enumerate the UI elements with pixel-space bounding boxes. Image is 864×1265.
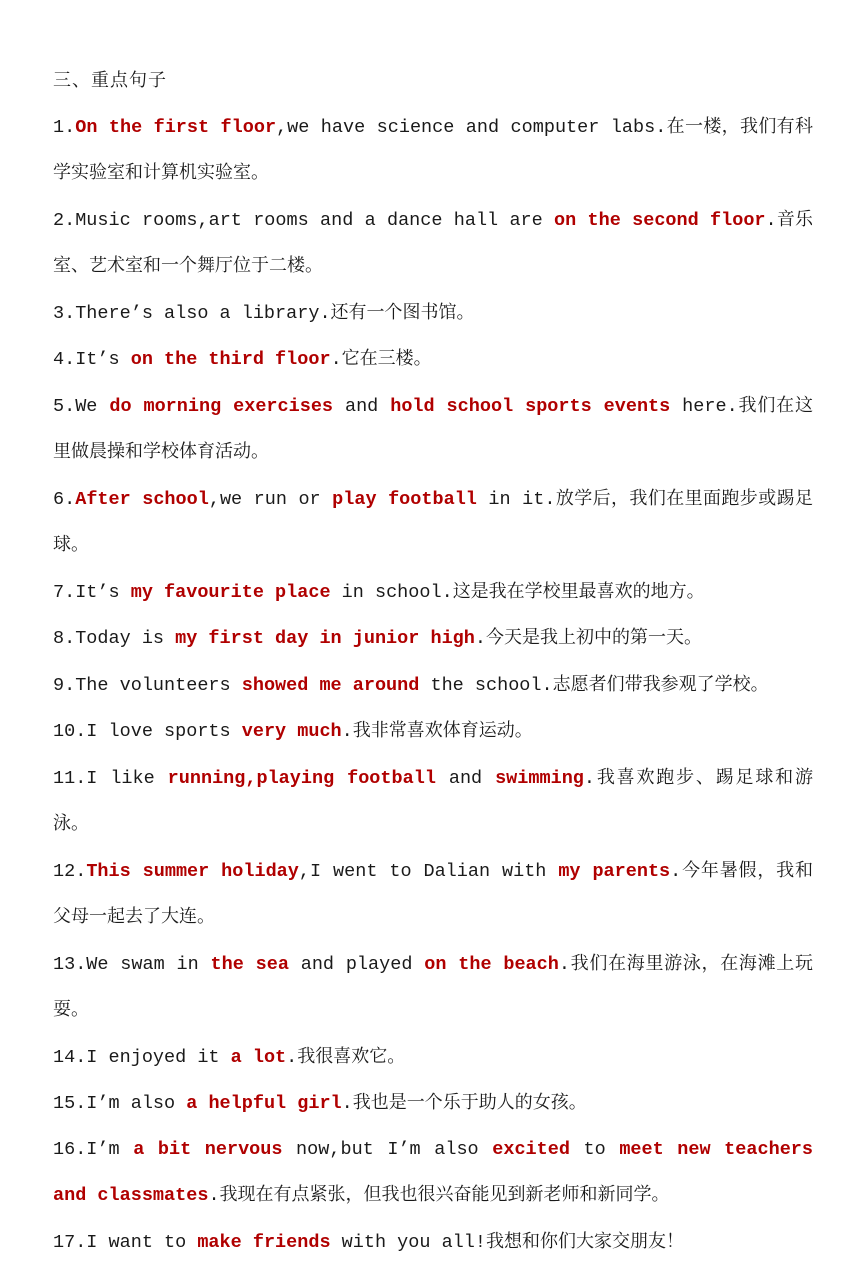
sentence-text: and [333,396,390,417]
sentence-text: . [766,210,777,231]
sentence-item [53,197,813,290]
sentence-text: . [475,628,486,649]
sentence-text: 1. [53,117,75,138]
sentence-text: 6. [53,489,75,510]
sentence-item [53,104,813,197]
key-phrase: On the first floor [75,117,276,138]
sentence-text: 7.It’s [53,582,131,603]
sentence-text: 10.I love sports [53,721,242,742]
key-phrase: make friends [197,1232,330,1253]
sentence-text: 14.I enjoyed it [53,1047,231,1068]
chinese-translation: 我们在这里做晨操和学校体育活动。 [53,395,813,463]
chinese-translation: 在一楼，我们有科学实验室和计算机实验室。 [53,116,813,184]
chinese-translation: 音乐室、艺术室和一个舞厅位于二楼。 [53,209,813,277]
sentence-text: in it. [477,489,556,510]
key-phrase: swimming [495,768,584,789]
sentence-text: 9.The volunteers [53,675,242,696]
sentence-text: 13.We swam in [53,954,211,975]
chinese-translation: 我非常喜欢体育运动。 [353,720,533,741]
sentence-item [53,1127,813,1219]
key-phrase: a helpful girl [186,1093,341,1114]
sentence-text: 16.I’m [53,1139,133,1160]
sentence-text: now,but I’m also [282,1139,492,1160]
sentence-item [53,941,813,1034]
sentence-text: to [570,1139,619,1160]
sentence-text: . [584,768,595,789]
key-phrase: my parents [558,861,670,882]
chinese-translation: 今天是我上初中的第一天。 [486,627,702,648]
document-page [53,58,813,1265]
sentence-text: ,we run or [209,489,332,510]
chinese-translation: 我现在有点紧张，但我也很兴奋能见到新老师和新同学。 [220,1184,670,1205]
section-heading: 三、重点句子 [53,58,813,104]
chinese-translation: 今年暑假，我和父母一起去了大连。 [53,860,813,928]
key-phrase: on the second floor [554,210,765,231]
key-phrase: meet new teachers and classmates [53,1139,813,1207]
sentence-list [53,104,813,1265]
key-phrase: my favourite place [131,582,331,603]
key-phrase: showed me around [242,675,420,696]
sentence-text: and [436,768,495,789]
sentence-item [53,708,813,755]
sentence-text: 2.Music rooms,art rooms and a dance hall are [53,210,554,231]
sentence-item [53,1219,813,1265]
sentence-item [53,662,813,709]
sentence-text: 12. [53,861,86,882]
chinese-translation: 志愿者们带我参观了学校。 [553,674,769,695]
sentence-item [53,383,813,476]
key-phrase: my first day in junior high [175,628,475,649]
sentence-item [53,755,813,848]
sentence-text: 3.There’s also a library. [53,303,331,324]
sentence-text: in school. [331,582,453,603]
sentence-text: 17.I want to [53,1232,197,1253]
key-phrase: very much [242,721,342,742]
sentence-item [53,615,813,662]
key-phrase: do morning exercises [109,396,333,417]
chinese-translation: 它在三楼。 [342,348,432,369]
sentence-text: 11.I like [53,768,168,789]
key-phrase: This summer holiday [86,861,299,882]
key-phrase: running,playing football [168,768,436,789]
chinese-translation: 我们在海里游泳，在海滩上玩耍。 [53,953,813,1021]
sentence-text: . [208,1185,219,1206]
sentence-text: . [670,861,681,882]
sentence-text: 4.It’s [53,349,131,370]
sentence-item [53,569,813,616]
chinese-translation: 我很喜欢它。 [297,1046,405,1067]
sentence-text: here. [670,396,737,417]
key-phrase: play football [332,489,477,510]
sentence-text: and played [289,954,424,975]
key-phrase: hold school sports events [390,396,670,417]
sentence-item [53,848,813,941]
sentence-text: . [559,954,570,975]
sentence-text: . [342,721,353,742]
sentence-text: 8.Today is [53,628,175,649]
sentence-text: the school. [419,675,552,696]
sentence-text: . [286,1047,297,1068]
key-phrase: a lot [231,1047,287,1068]
sentence-item [53,290,813,337]
sentence-item [53,1034,813,1081]
chinese-translation: 放学后，我们在里面跑步或踢足球。 [53,488,813,556]
sentence-text: 5.We [53,396,109,417]
sentence-item [53,336,813,383]
chinese-translation: 这是我在学校里最喜欢的地方。 [453,581,705,602]
sentence-item [53,476,813,569]
sentence-item [53,1080,813,1127]
sentence-text: 15.I’m also [53,1093,186,1114]
key-phrase: on the third floor [131,349,331,370]
chinese-translation: 我想和你们大家交朋友！ [486,1231,684,1252]
chinese-translation: 我喜欢跑步、踢足球和游泳。 [53,767,813,835]
sentence-text: ,I went to Dalian with [299,861,558,882]
sentence-text: . [342,1093,353,1114]
chinese-translation: 我也是一个乐于助人的女孩。 [353,1092,587,1113]
key-phrase: After school [75,489,209,510]
sentence-text: ,we have science and computer labs. [276,117,666,138]
chinese-translation: 还有一个图书馆。 [331,302,475,323]
key-phrase: on the beach [424,954,559,975]
sentence-text: . [331,349,342,370]
key-phrase: excited [492,1139,570,1160]
key-phrase: a bit nervous [133,1139,282,1160]
key-phrase: the sea [211,954,289,975]
sentence-text: with you all! [331,1232,486,1253]
